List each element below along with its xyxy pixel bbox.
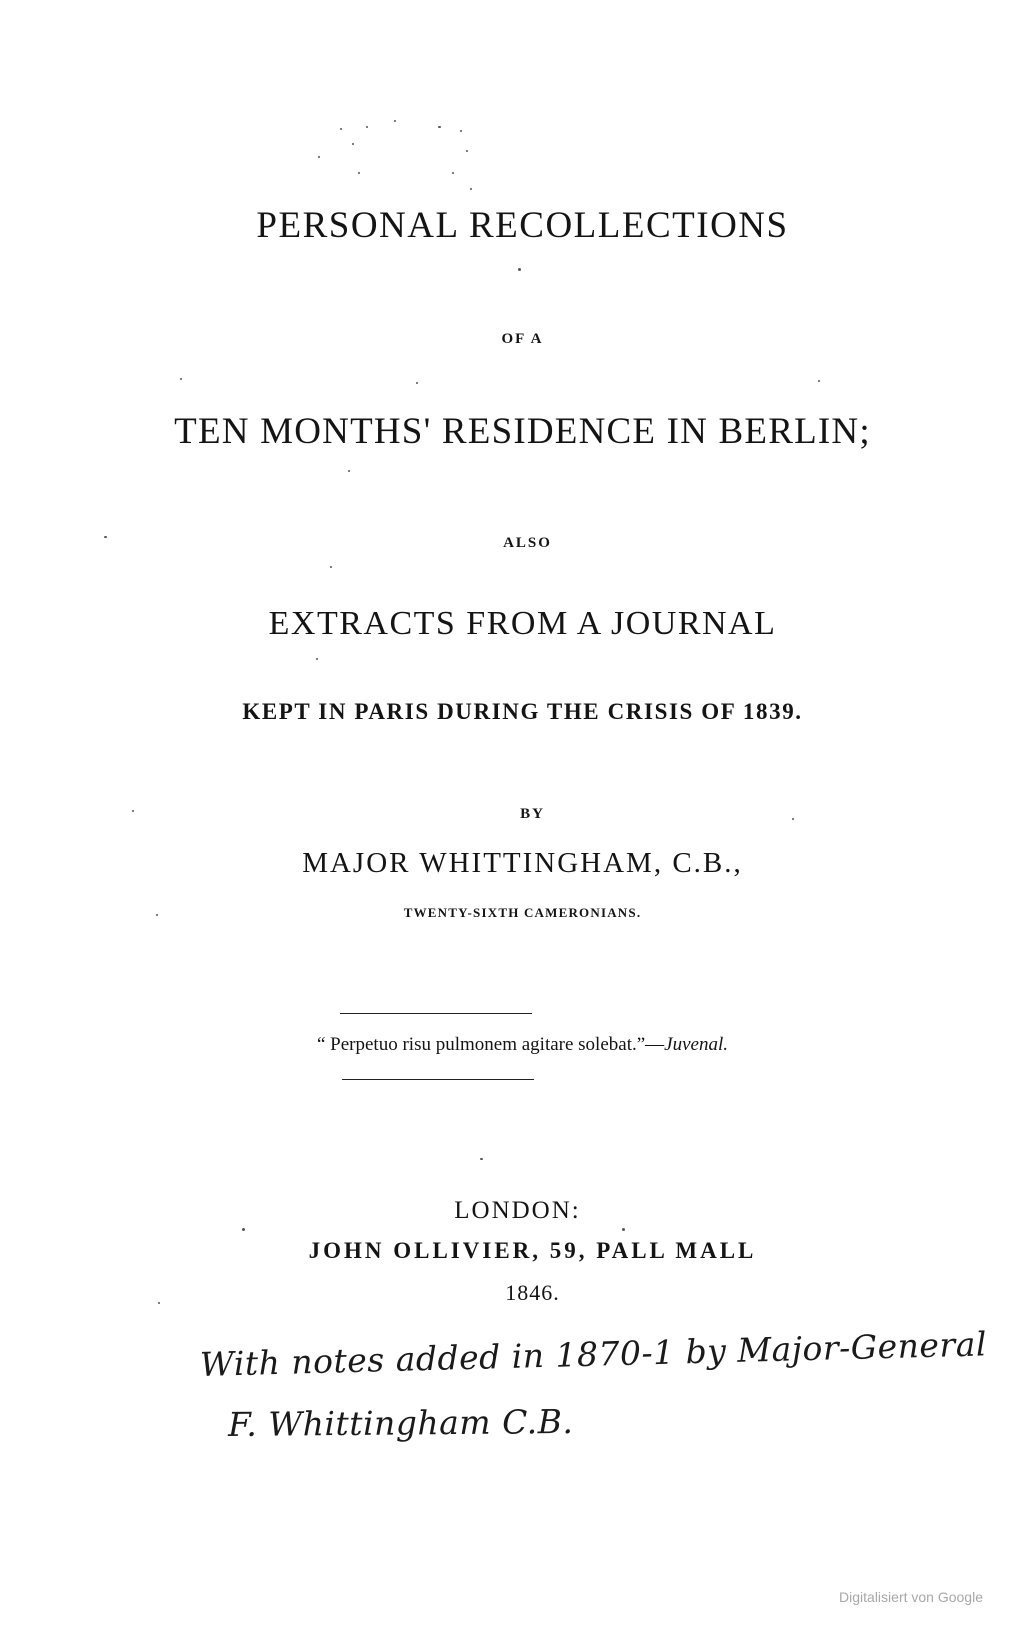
connector-also: ALSO xyxy=(503,535,552,551)
epigraph-rule-bottom xyxy=(342,1079,534,1080)
speck xyxy=(316,658,318,660)
speck xyxy=(156,914,158,916)
imprint-year: 1846. xyxy=(505,1280,560,1305)
speck xyxy=(352,143,354,145)
author-name: MAJOR WHITTINGHAM, C.B., xyxy=(302,847,743,879)
google-watermark: Digitalisiert von Google xyxy=(839,1589,983,1605)
title-line-2: TEN MONTHS' RESIDENCE IN BERLIN; xyxy=(174,411,871,452)
speck xyxy=(394,120,396,122)
speck xyxy=(180,378,182,380)
speck xyxy=(318,156,320,158)
speck xyxy=(622,1228,625,1231)
speck xyxy=(358,172,360,174)
speck xyxy=(470,188,472,190)
speck xyxy=(348,470,350,472)
handwritten-note-line-2: F. Whittingham C.B. xyxy=(227,1401,574,1444)
speck xyxy=(158,1302,160,1304)
speck xyxy=(242,1228,245,1231)
title-line-1: PERSONAL RECOLLECTIONS xyxy=(256,205,789,246)
epigraph-attribution: Juvenal. xyxy=(664,1034,728,1055)
imprint-city: LONDON: xyxy=(454,1197,581,1224)
epigraph-rule-top xyxy=(340,1013,532,1014)
speck xyxy=(132,810,134,812)
title-line-3: EXTRACTS FROM A JOURNAL xyxy=(268,605,777,642)
speck xyxy=(518,268,521,271)
speck xyxy=(104,536,107,538)
speck xyxy=(416,382,418,384)
epigraph xyxy=(0,1035,1025,1054)
speck xyxy=(792,818,794,820)
speck xyxy=(438,126,441,128)
speck xyxy=(452,172,454,174)
title-line-4: KEPT IN PARIS DURING THE CRISIS OF 1839. xyxy=(242,699,803,724)
author-regiment: TWENTY-SIXTH CAMERONIANS. xyxy=(403,905,642,920)
by-label: BY xyxy=(520,806,545,822)
speck xyxy=(480,1158,483,1160)
speck xyxy=(330,566,332,568)
speck xyxy=(366,126,368,128)
epigraph-quote: “ Perpetuo risu pulmonem agitare solebat.”— xyxy=(316,1034,665,1055)
imprint-publisher: JOHN OLLIVIER, 59, PALL MALL xyxy=(308,1238,757,1263)
speck xyxy=(818,380,820,382)
handwritten-note-line-1: With notes added in 1870-1 by Major-General xyxy=(199,1324,988,1384)
speck xyxy=(466,150,468,152)
connector-of-a: OF A xyxy=(501,331,544,347)
speck xyxy=(460,130,462,132)
speck xyxy=(340,128,342,130)
